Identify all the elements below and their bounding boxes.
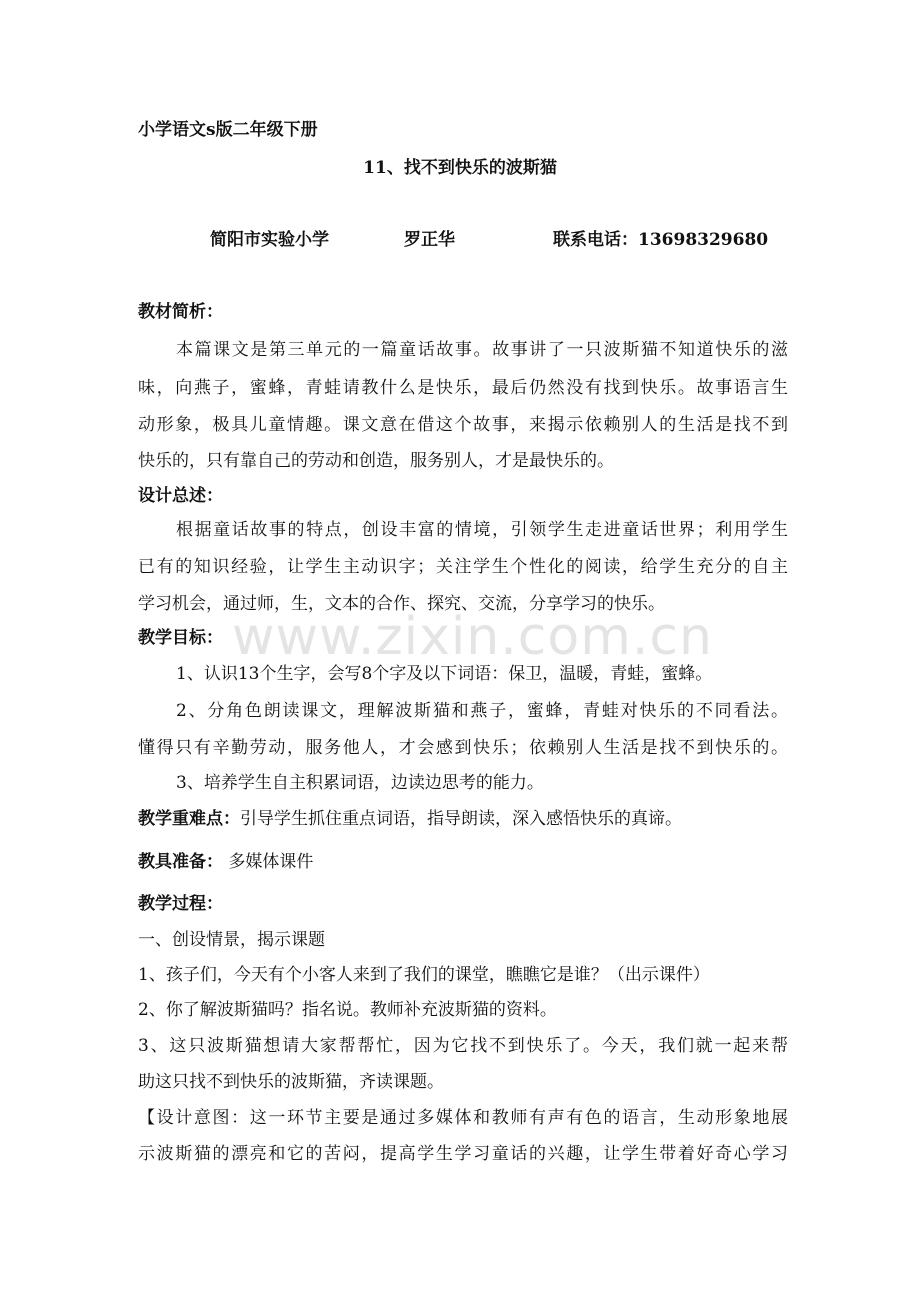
course-label: 小学语文s版二年级下册 [138,120,318,140]
process-heading: 教学过程： [138,894,223,914]
materials-text: 多媒体课件 [223,852,314,872]
goal-item: 2、分角色朗读课文，理解波斯猫和燕子，蜜蜂，青蛙对快乐的不同看法。 [176,701,788,721]
goals-heading: 教学目标： [138,628,223,648]
analysis-line: 本篇课文是第三单元的一篇童话故事。故事讲了一只波斯猫不知道快乐的滋 [176,340,788,360]
process-line: 示波斯猫的漂亮和它的苦闷，提高学生学习童话的兴趣，让学生带着好奇心学习 [138,1144,788,1164]
analysis-line: 快乐的，只有靠自己的劳动和创造，服务别人，才是最快乐的。 [138,451,614,471]
goal-item: 懂得只有辛勤劳动，服务他人，才会感到快乐；依赖别人生活是找不到快乐的。 [138,738,788,758]
goal-item: 1、认识13个生字，会写8个字及以下词语：保卫，温暖，青蛙，蜜蜂。 [176,664,713,684]
contact-phone: 联系电话：13698329680 [553,230,769,250]
process-line: 助这只找不到快乐的波斯猫，齐读课题。 [138,1072,444,1092]
key-points-text: 引导学生抓住重点词语，指导朗读，深入感悟快乐的真谛。 [240,809,682,829]
school-name: 简阳市实验小学 [210,230,329,250]
design-line: 已有的知识经验，让学生主动识字；关注学生个性化的阅读，给学生充分的自主 [138,557,788,577]
materials [138,850,788,874]
author-row [0,228,920,252]
materials-label: 教具准备： [138,852,223,872]
design-heading: 设计总述： [138,486,223,506]
watermark: www.zixin.com.cn [232,607,713,667]
key-points-label: 教学重难点： [138,809,240,829]
lesson-title: 11、找不到快乐的波斯猫 [363,158,557,178]
process-line: 1、孩子们，今天有个小客人来到了我们的课堂，瞧瞧它是谁？（出示课件） [138,965,710,985]
author-name: 罗正华 [404,230,455,250]
analysis-line: 味，向燕子，蜜蜂，青蛙请教什么是快乐，最后仍然没有找到快乐。故事语言生 [138,378,788,398]
design-line: 根据童话故事的特点，创设丰富的情境，引领学生走进童话世界；利用学生 [176,520,788,540]
process-line: 2、你了解波斯猫吗？指名说。教师补充波斯猫的资料。 [138,1000,557,1020]
process-line: 【设计意图：这一环节主要是通过多媒体和教师有声有色的语言，生动形象地展 [138,1108,788,1128]
goal-item: 3、培养学生自主积累词语，边读边思考的能力。 [176,773,544,793]
design-line: 学习机会，通过师，生，文本的合作、探究、交流，分享学习的快乐。 [138,594,665,614]
process-line: 3、这只波斯猫想请大家帮帮忙，因为它找不到快乐了。今天，我们就一起来帮 [138,1036,788,1056]
key-points [138,807,788,831]
analysis-heading: 教材简析： [138,302,223,322]
process-line: 一、创设情景，揭示课题 [138,930,325,950]
analysis-line: 动形象，极具儿童情趣。课文意在借这个故事，来揭示依赖别人的生活是找不到 [138,415,788,435]
